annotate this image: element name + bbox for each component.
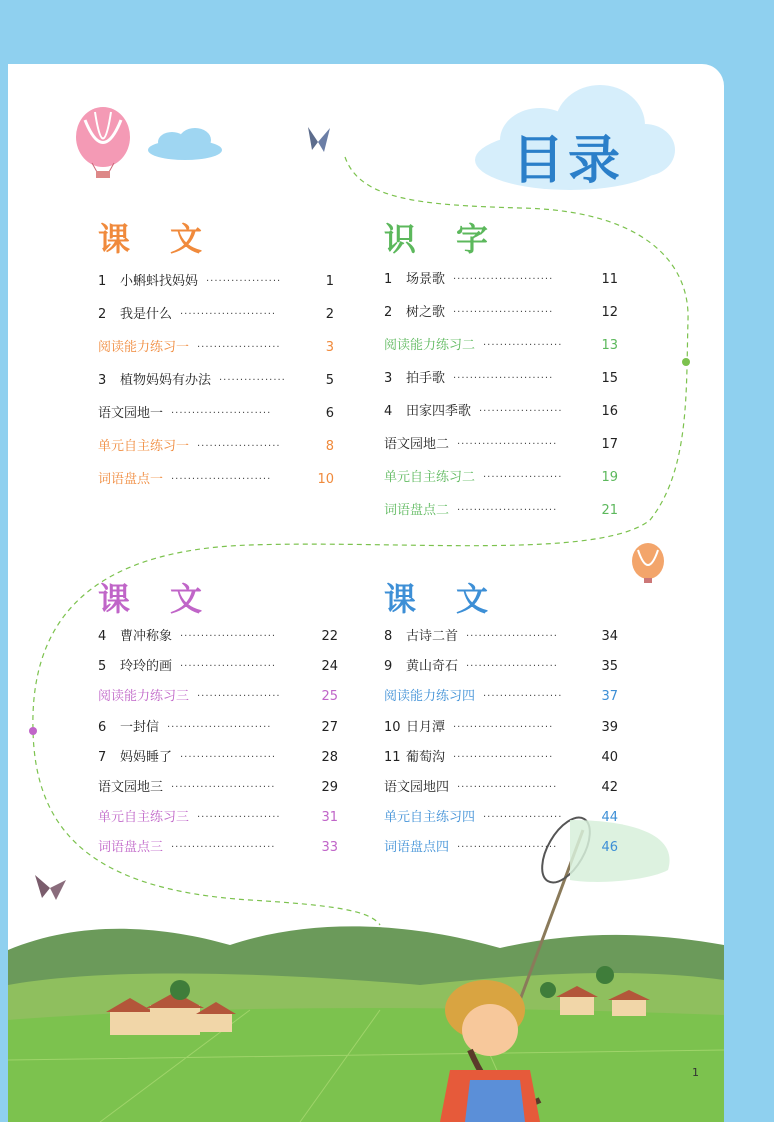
- toc-entry-label: 单元自主练习三: [98, 810, 190, 825]
- toc-entry[interactable]: [98, 657, 338, 677]
- toc-entry-page: 27: [321, 720, 338, 735]
- butterfly-icon: [35, 875, 66, 900]
- toc-entry-number: 4: [384, 404, 393, 419]
- toc-entry-label: 语文园地四: [384, 780, 450, 795]
- toc-entry-text: [384, 750, 445, 765]
- page-title: 目录: [512, 131, 625, 191]
- toc-entry-page: 46: [601, 840, 618, 855]
- dot-leader: ···················: [483, 812, 563, 823]
- toc-entry-label: 妈妈睡了: [120, 750, 173, 765]
- toc-entry-page: 33: [321, 840, 338, 855]
- toc-entry-label: 语文园地二: [384, 437, 450, 452]
- toc-entry-text: [98, 373, 211, 388]
- toc-entry[interactable]: [98, 437, 334, 457]
- toc-entry-label: 黄山奇石: [406, 659, 459, 674]
- toc-entry-label: 场景歌: [406, 272, 446, 287]
- toc-entry[interactable]: [384, 838, 618, 858]
- dot-leader: ··················: [206, 276, 282, 287]
- toc-entry-text: [384, 780, 449, 795]
- toc-entry-label: 词语盘点二: [384, 503, 450, 518]
- toc-entry-text: [98, 307, 172, 322]
- toc-entry[interactable]: [98, 470, 334, 490]
- toc-entry[interactable]: [98, 272, 334, 292]
- toc-entry-page: 21: [601, 503, 618, 518]
- toc-entry-label: 田家四季歌: [406, 404, 472, 419]
- toc-entry-page: 16: [601, 404, 618, 419]
- toc-entry-number: 10: [384, 720, 401, 735]
- dot-leader: ························: [171, 408, 272, 419]
- toc-entry-number: 2: [384, 305, 393, 320]
- dot-leader: ···················: [483, 340, 563, 351]
- toc-entry[interactable]: [384, 748, 618, 768]
- toc-entry-label: 树之歌: [406, 305, 446, 320]
- toc-entry-page: 35: [601, 659, 618, 674]
- section-title: [384, 574, 488, 620]
- dot-leader: ························: [457, 505, 558, 516]
- toc-entry[interactable]: [98, 627, 338, 647]
- toc-entry[interactable]: [98, 371, 334, 391]
- toc-entry-text: [384, 720, 445, 735]
- toc-entry[interactable]: [384, 687, 618, 707]
- toc-entry[interactable]: [98, 778, 338, 798]
- toc-entry-page: 37: [601, 689, 618, 704]
- section-title-char: 文: [170, 580, 203, 618]
- toc-entry-page: 17: [601, 437, 618, 452]
- section-title: [384, 214, 488, 260]
- toc-entry-number: 3: [98, 373, 107, 388]
- toc-entry[interactable]: [98, 808, 338, 828]
- toc-entry-page: 19: [601, 470, 618, 485]
- dot-leader: ····················: [197, 691, 281, 702]
- toc-entry-label: 词语盘点一: [98, 472, 164, 487]
- toc-entry-label: 阅读能力练习三: [98, 689, 190, 704]
- toc-entry[interactable]: [384, 808, 618, 828]
- dot-leader: ·······················: [180, 661, 277, 672]
- toc-entry-label: 词语盘点三: [98, 840, 164, 855]
- toc-entry-text: [384, 810, 475, 825]
- dot-leader: ·······················: [180, 631, 277, 642]
- toc-entry-text: [384, 437, 449, 452]
- toc-entry-text: [98, 840, 163, 855]
- dot-leader: ························: [453, 307, 554, 318]
- toc-entry-page: 34: [601, 629, 618, 644]
- hot-air-balloon-icon: [76, 107, 130, 178]
- toc-entry-text: [98, 629, 172, 644]
- toc-entry[interactable]: [384, 468, 618, 488]
- dot-leader: ···················: [483, 691, 563, 702]
- toc-entry-page: 10: [317, 472, 334, 487]
- toc-entry-label: 拍手歌: [406, 371, 446, 386]
- toc-entry[interactable]: [384, 501, 618, 521]
- toc-entry-page: 3: [325, 340, 334, 355]
- section-title: [98, 214, 202, 260]
- toc-entry-text: [384, 840, 449, 855]
- toc-entry-text: [384, 659, 458, 674]
- toc-entry-number: 8: [384, 629, 393, 644]
- toc-entry-number: 5: [98, 659, 107, 674]
- toc-entry[interactable]: [384, 657, 618, 677]
- toc-entry-page: 40: [601, 750, 618, 765]
- dot-leader: ························: [453, 274, 554, 285]
- dot-leader: ····················: [479, 406, 563, 417]
- toc-entry[interactable]: [384, 369, 618, 389]
- toc-entry[interactable]: [98, 718, 338, 738]
- toc-entry-page: 2: [325, 307, 334, 322]
- toc-entry-page: 12: [601, 305, 618, 320]
- toc-entry-label: 阅读能力练习四: [384, 689, 476, 704]
- section-title-char: 识: [384, 220, 417, 258]
- section-title-char: 文: [456, 580, 489, 618]
- toc-entry-page: 28: [321, 750, 338, 765]
- section-title: [98, 574, 202, 620]
- toc-entry-label: 小蝌蚪找妈妈: [120, 274, 199, 289]
- toc-entry-number: 4: [98, 629, 107, 644]
- toc-entry-number: 2: [98, 307, 107, 322]
- page-number: 1: [692, 1066, 699, 1079]
- toc-entry-page: 25: [321, 689, 338, 704]
- section-title-char: 课: [98, 220, 131, 258]
- dot-leader: ························: [453, 752, 554, 763]
- toc-entry-page: 15: [601, 371, 618, 386]
- toc-entry-text: [98, 439, 189, 454]
- section-title-char: 课: [384, 580, 417, 618]
- toc-entry-text: [384, 503, 449, 518]
- toc-entry-label: 单元自主练习一: [98, 439, 190, 454]
- toc-entry-text: [98, 406, 163, 421]
- toc-entry-text: [384, 689, 475, 704]
- toc-entry[interactable]: [384, 303, 618, 323]
- toc-entry-label: 阅读能力练习二: [384, 338, 476, 353]
- dot-leader: ························: [453, 373, 554, 384]
- dot-leader: ························: [457, 439, 558, 450]
- toc-entry-label: 植物妈妈有办法: [120, 373, 212, 388]
- dot-leader: ····················: [197, 812, 281, 823]
- toc-entry[interactable]: [384, 627, 618, 647]
- toc-entry-label: 单元自主练习四: [384, 810, 476, 825]
- toc-entry-page: 11: [601, 272, 618, 287]
- toc-entry-page: 22: [321, 629, 338, 644]
- dot-leader: ························: [171, 474, 272, 485]
- toc-entry-label: 日月潭: [406, 720, 446, 735]
- dot-leader: ·························: [171, 842, 276, 853]
- toc-entry-text: [384, 305, 445, 320]
- dot-leader: ·······················: [180, 309, 277, 320]
- toc-entry-text: [98, 689, 189, 704]
- toc-entry[interactable]: [98, 305, 334, 325]
- dot-leader: ·························: [171, 782, 276, 793]
- toc-entry-page: 6: [325, 406, 334, 421]
- toc-entry-number: 7: [98, 750, 107, 765]
- dot-leader: ····················: [197, 441, 281, 452]
- dot-leader: ························: [453, 722, 554, 733]
- toc-entry[interactable]: [98, 838, 338, 858]
- toc-entry-text: [98, 720, 159, 735]
- toc-entry-number: 3: [384, 371, 393, 386]
- toc-entry-label: 阅读能力练习一: [98, 340, 190, 355]
- toc-entry[interactable]: [98, 338, 334, 358]
- dot-leader: ······················: [466, 631, 558, 642]
- toc-entry-text: [98, 340, 189, 355]
- toc-entry-label: 词语盘点四: [384, 840, 450, 855]
- section-title-char: 课: [98, 580, 131, 618]
- toc-entry-page: 39: [601, 720, 618, 735]
- toc-entry-text: [384, 470, 475, 485]
- toc-entry-page: 29: [321, 780, 338, 795]
- toc-entry-text: [98, 274, 198, 289]
- dot-leader: ······················: [466, 661, 558, 672]
- toc-entry[interactable]: [384, 402, 618, 422]
- toc-entry[interactable]: [98, 748, 338, 768]
- toc-entry[interactable]: [384, 778, 618, 798]
- toc-entry-page: 8: [325, 439, 334, 454]
- toc-entry-page: 24: [321, 659, 338, 674]
- toc-entry-text: [384, 404, 471, 419]
- toc-entry-label: 语文园地一: [98, 406, 164, 421]
- dot-leader: ·························: [167, 722, 272, 733]
- toc-entry[interactable]: [384, 435, 618, 455]
- toc-entry-number: 9: [384, 659, 393, 674]
- section-title-char: 文: [170, 220, 203, 258]
- toc-entry-label: 古诗二首: [406, 629, 459, 644]
- toc-entry-page: 5: [325, 373, 334, 388]
- toc-entry-page: 44: [601, 810, 618, 825]
- section-title-char: 字: [456, 220, 489, 258]
- dot-leader: ························: [457, 842, 558, 853]
- hot-air-balloon-icon: [632, 543, 664, 583]
- dot-leader: ···················: [483, 472, 563, 483]
- toc-entry-text: [384, 338, 475, 353]
- toc-entry-page: 1: [325, 274, 334, 289]
- toc-entry[interactable]: [98, 404, 334, 424]
- dot-leader: ················: [219, 375, 286, 386]
- toc-entry-text: [98, 810, 189, 825]
- toc-entry[interactable]: [98, 687, 338, 707]
- toc-entry-label: 语文园地三: [98, 780, 164, 795]
- toc-entry-label: 单元自主练习二: [384, 470, 476, 485]
- toc-entry-label: 玲玲的画: [120, 659, 173, 674]
- toc-entry-text: [98, 750, 172, 765]
- toc-entry-text: [384, 272, 445, 287]
- toc-entry-text: [384, 371, 445, 386]
- toc-entry-label: 我是什么: [120, 307, 173, 322]
- butterfly-icon: [308, 127, 330, 152]
- toc-entry-label: 一封信: [120, 720, 160, 735]
- toc-entry[interactable]: [384, 718, 618, 738]
- toc-entry-text: [98, 780, 163, 795]
- toc-entry[interactable]: [384, 336, 618, 356]
- toc-entry-label: 曹冲称象: [120, 629, 173, 644]
- toc-entry-page: 42: [601, 780, 618, 795]
- toc-entry-number: 1: [384, 272, 393, 287]
- toc-entry-page: 31: [321, 810, 338, 825]
- toc-entry-text: [98, 472, 163, 487]
- dot-leader: ························: [457, 782, 558, 793]
- cloud-icon: [148, 128, 222, 160]
- toc-entry-number: 11: [384, 750, 401, 765]
- toc-entry-number: 6: [98, 720, 107, 735]
- toc-entry-label: 葡萄沟: [406, 750, 446, 765]
- dot-leader: ····················: [197, 342, 281, 353]
- toc-entry-page: 13: [601, 338, 618, 353]
- toc-entry-text: [98, 659, 172, 674]
- toc-entry-number: 1: [98, 274, 107, 289]
- toc-entry[interactable]: [384, 270, 618, 290]
- dot-leader: ·······················: [180, 752, 277, 763]
- toc-entry-text: [384, 629, 458, 644]
